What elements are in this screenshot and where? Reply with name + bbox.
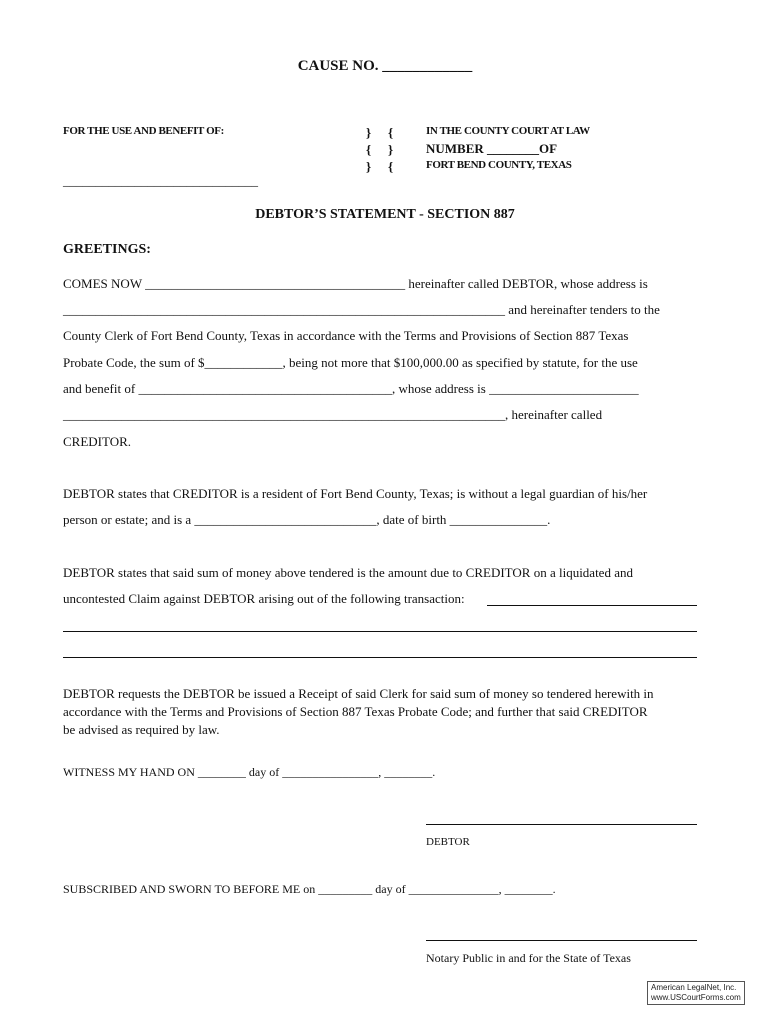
witness-line: WITNESS MY HAND ON ________ day of ________________, ________. (63, 765, 436, 779)
notary-label: Notary Public in and for the State of Texas (426, 951, 631, 965)
caption-braces (366, 124, 410, 175)
para4-line-3: be advised as required by law. (63, 722, 220, 737)
para1-line-3: County Clerk of Fort Bend County, Texas in accordance with the Terms and Provisions of Section 887 Texas (63, 328, 629, 343)
brace-row-2: { } (366, 142, 394, 157)
transaction-line-1 (487, 605, 697, 606)
para1-line-5: and benefit of _______________________________________, whose address is _______________________ (63, 381, 639, 396)
for-use-benefit-label: FOR THE USE AND BENEFIT OF: (63, 125, 224, 137)
para4-line-2: accordance with the Terms and Provisions of Section 887 Texas Probate Code; and further that said CREDITOR (63, 704, 648, 719)
publisher-footer (647, 981, 745, 1005)
brace-row-1: } { (366, 125, 394, 140)
para1-line-7: CREDITOR. (63, 434, 132, 449)
brace-row-3: } { (366, 159, 394, 174)
greeting: GREETINGS: (63, 242, 151, 257)
caption-blank-line: ______________________________ (63, 173, 258, 188)
cause-number: CAUSE NO. ____________ (297, 58, 473, 74)
debtor-signature-line (426, 824, 697, 825)
debtor-signature-label: DEBTOR (426, 836, 470, 848)
court-line-3: FORT BEND COUNTY, TEXAS (426, 159, 572, 171)
para1-line-2: ____________________________________________________________________ and hereinafter tenders to the (63, 302, 660, 317)
court-line-1: IN THE COUNTY COURT AT LAW (426, 125, 590, 137)
para1-line-6: ____________________________________________________________________, hereinafter called (63, 407, 603, 422)
para1-line-1: COMES NOW ________________________________________ hereinafter called DEBTOR, whose address is (63, 276, 648, 291)
para2-line-1: DEBTOR states that CREDITOR is a resident of Fort Bend County, Texas; is without a legal guardian of his/her (63, 486, 648, 501)
subscribed-sworn-line: SUBSCRIBED AND SWORN TO BEFORE ME on _________ day of _______________, ________. (63, 882, 556, 896)
para4-line-1: DEBTOR requests the DEBTOR be issued a Receipt of said Clerk for said sum of money so tendered herewith in (63, 686, 654, 701)
para1-line-4: Probate Code, the sum of $____________, being not more that $100,000.00 as specified by statute, for the use (63, 355, 638, 370)
document-title: DEBTOR’S STATEMENT - SECTION 887 (255, 207, 515, 222)
publisher-name: American LegalNet, Inc. (651, 983, 737, 992)
publisher-website: www.USCourtForms.com (651, 993, 741, 1002)
notary-signature-line (426, 940, 697, 941)
para2-line-2: person or estate; and is a ____________________________, date of birth _______________. (63, 512, 551, 527)
court-line-2: NUMBER ________OF (426, 141, 558, 156)
para3-line-1: DEBTOR states that said sum of money above tendered is the amount due to CREDITOR on a liquidated and (63, 565, 633, 580)
transaction-line-2 (63, 631, 697, 632)
transaction-line-3 (63, 657, 697, 658)
para3-line-2: uncontested Claim against DEBTOR arising out of the following transaction: (63, 591, 465, 606)
